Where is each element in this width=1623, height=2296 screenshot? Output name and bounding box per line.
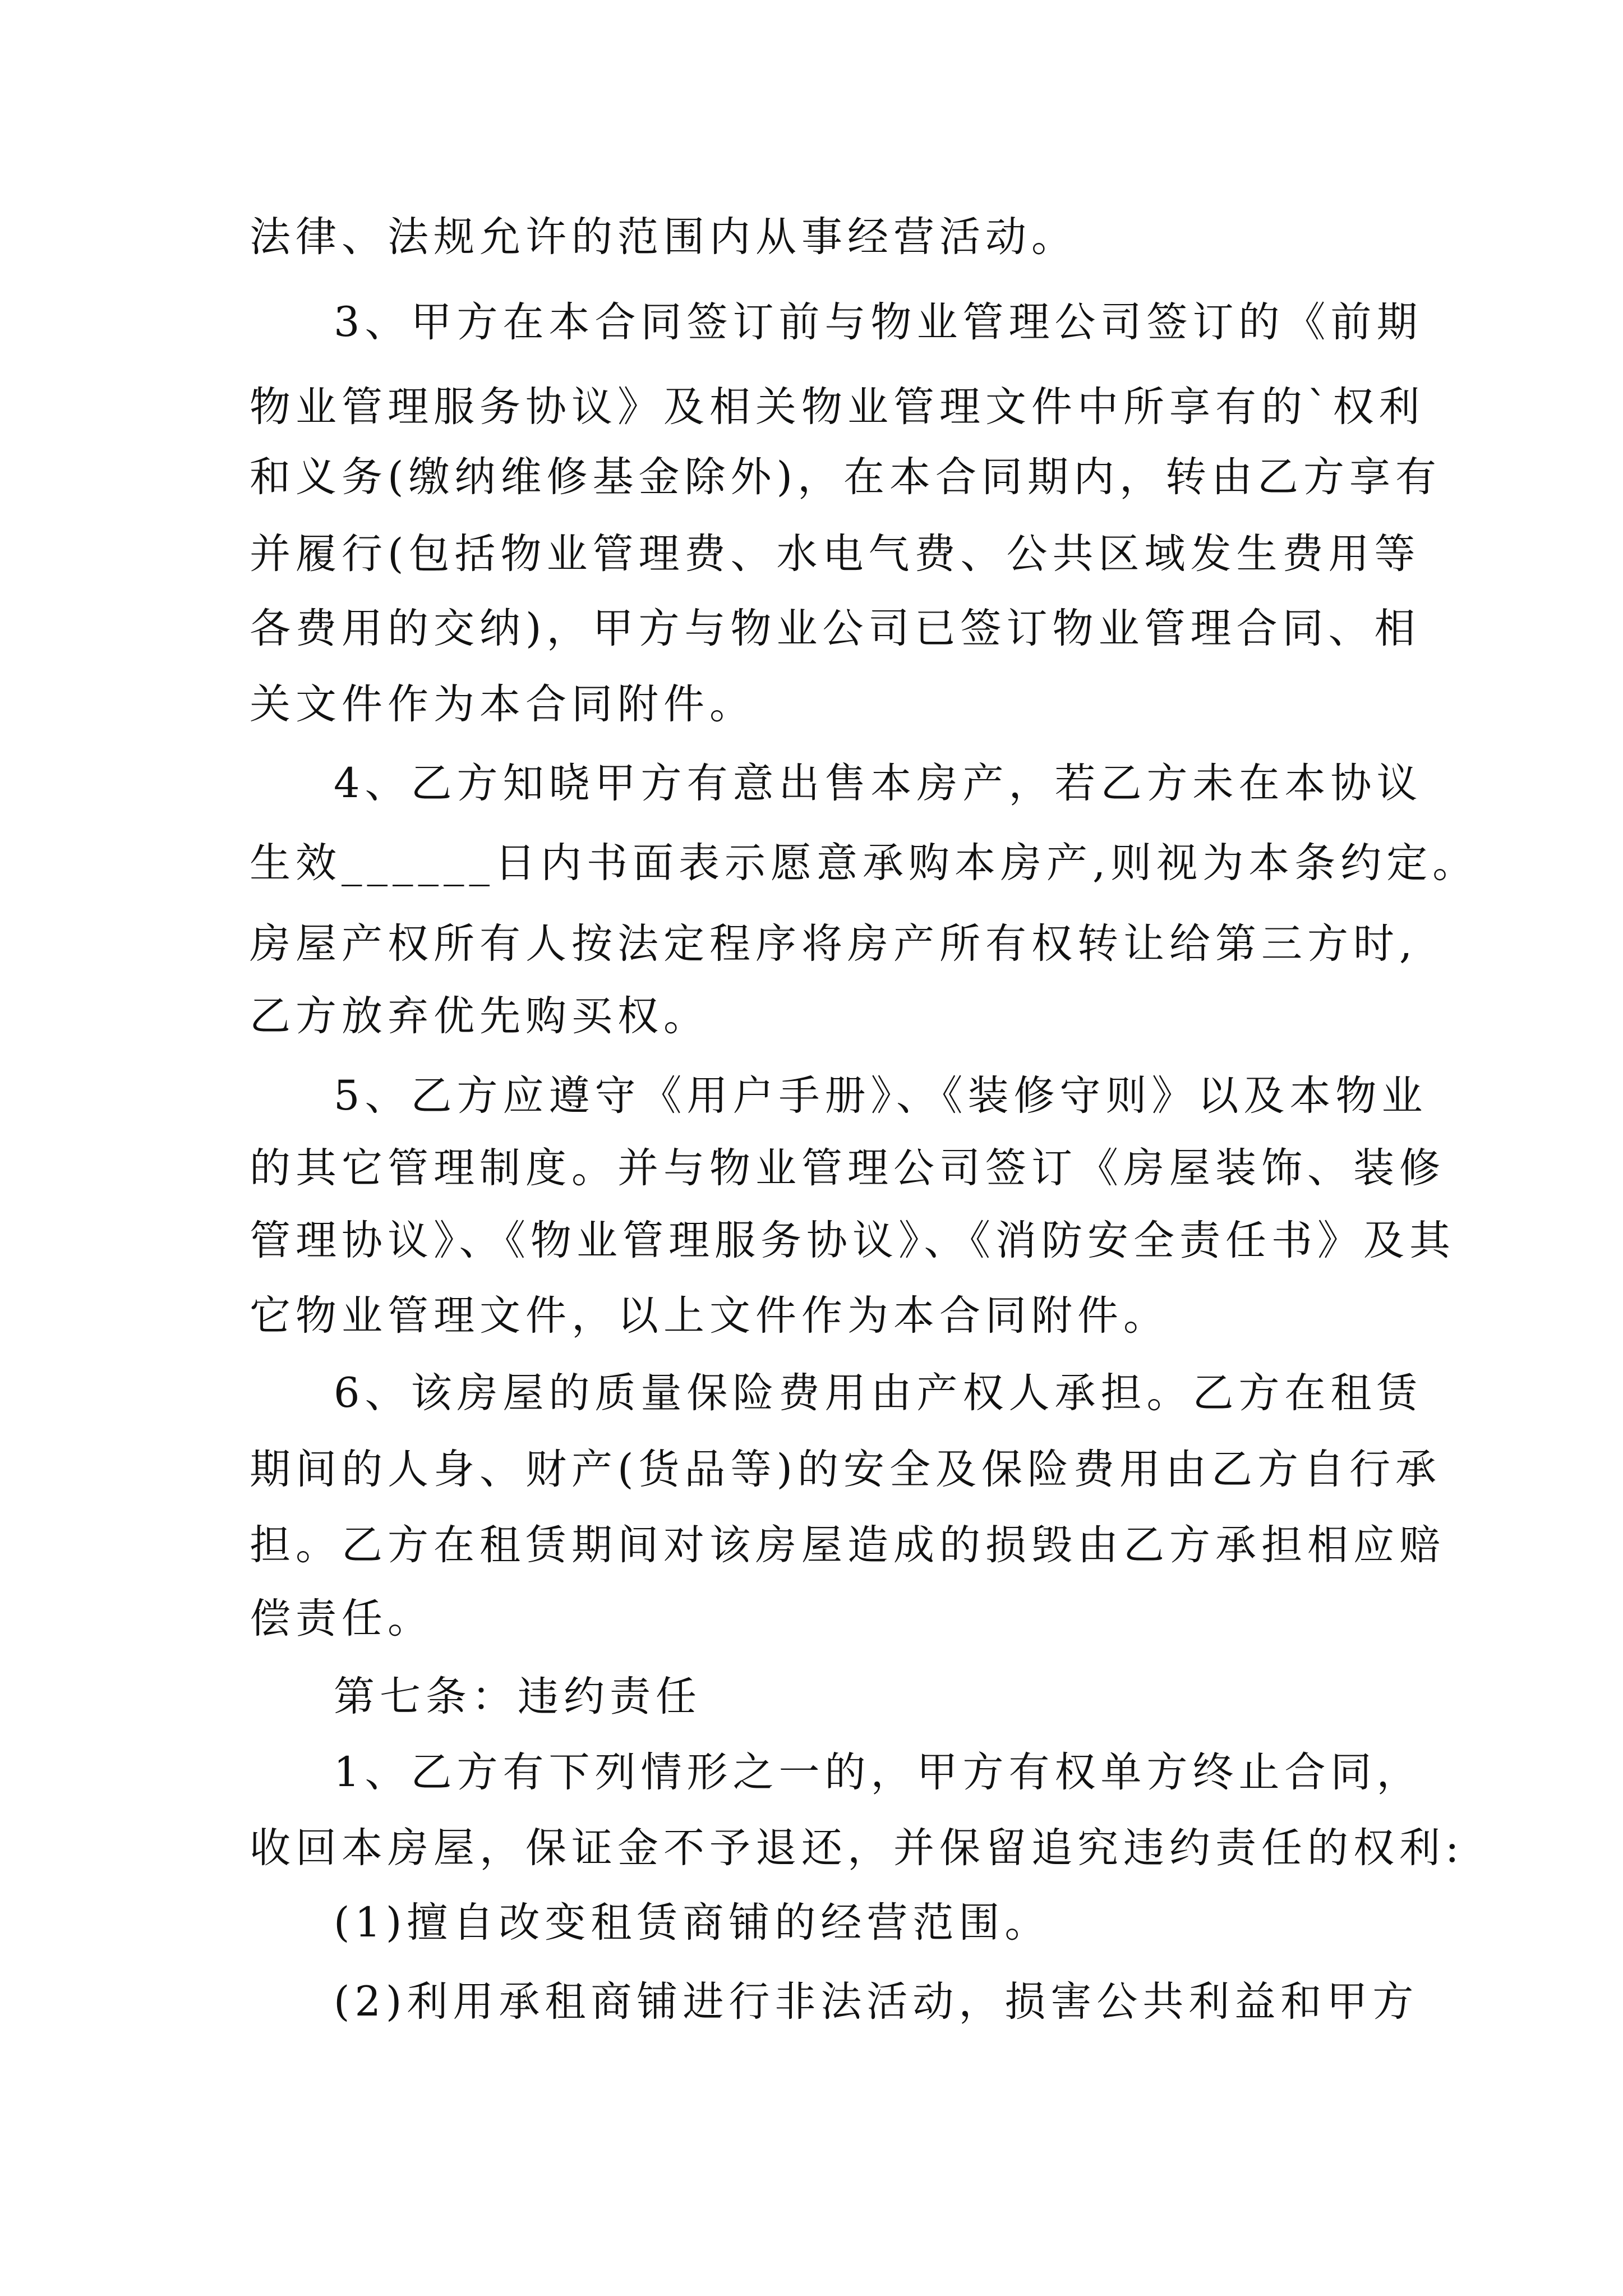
text-line: (2)利用承租商铺进行非法活动，损害公共利益和甲方: [334, 1978, 1419, 2026]
text-line: 担。乙方在租赁期间对该房屋造成的损毁由乙方承担相应赔: [250, 1521, 1445, 1569]
text-line: 收回本房屋，保证金不予退还，并保留追究违约责任的权利:: [250, 1824, 1464, 1872]
text-line: (1)擅自改变租赁商铺的经营范围。: [334, 1899, 1051, 1947]
section-heading: 第七条：违约责任: [334, 1673, 702, 1720]
text-line: 乙方放弃优先购买权。: [250, 992, 709, 1040]
text-line: 管理协议》、《物业管理服务协议》、《消防安全责任书》及其: [250, 1217, 1455, 1264]
text-line: 物业管理服务协议》及相关物业管理文件中所享有的`权利: [250, 383, 1425, 431]
text-line: 关文件作为本合同附件。: [250, 680, 755, 728]
text-line: 偿责任。: [250, 1595, 434, 1642]
text-line: 期间的人身、财产(货品等)的安全及保险费用由乙方自行承: [250, 1446, 1441, 1493]
text-line: 4、乙方知晓甲方有意出售本房产，若乙方未在本协议: [334, 760, 1423, 807]
text-line: 它物业管理文件，以上文件作为本合同附件。: [250, 1292, 1169, 1340]
text-line: 各费用的交纳)，甲方与物业公司已签订物业管理合同、相: [250, 605, 1421, 652]
text-line: 6、该房屋的质量保险费用由产权人承担。乙方在租赁: [334, 1369, 1423, 1417]
text-line: 并履行(包括物业管理费、水电气费、公共区域发生费用等: [250, 530, 1421, 578]
text-line: 法律、法规允许的范围内从事经营活动。: [250, 213, 1077, 261]
text-line: 的其它管理制度。并与物业管理公司签订《房屋装饰、装修: [250, 1144, 1445, 1192]
text-line: 和义务(缴纳维修基金除外)，在本合同期内，转由乙方享有: [250, 453, 1441, 501]
text-line: 5、乙方应遵守《用户手册》、《装修守则》以及本物业: [334, 1072, 1428, 1120]
text-line: 1、乙方有下列情形之一的，甲方有权单方终止合同，: [334, 1749, 1423, 1796]
text-line: 生效______日内书面表示愿意承购本房产,则视为本条约定。: [250, 839, 1479, 887]
text-line: 房屋产权所有人按法定程序将房产所有权转让给第三方时,: [250, 920, 1418, 968]
text-line: 3、甲方在本合同签订前与物业管理公司签订的《前期: [334, 298, 1423, 346]
